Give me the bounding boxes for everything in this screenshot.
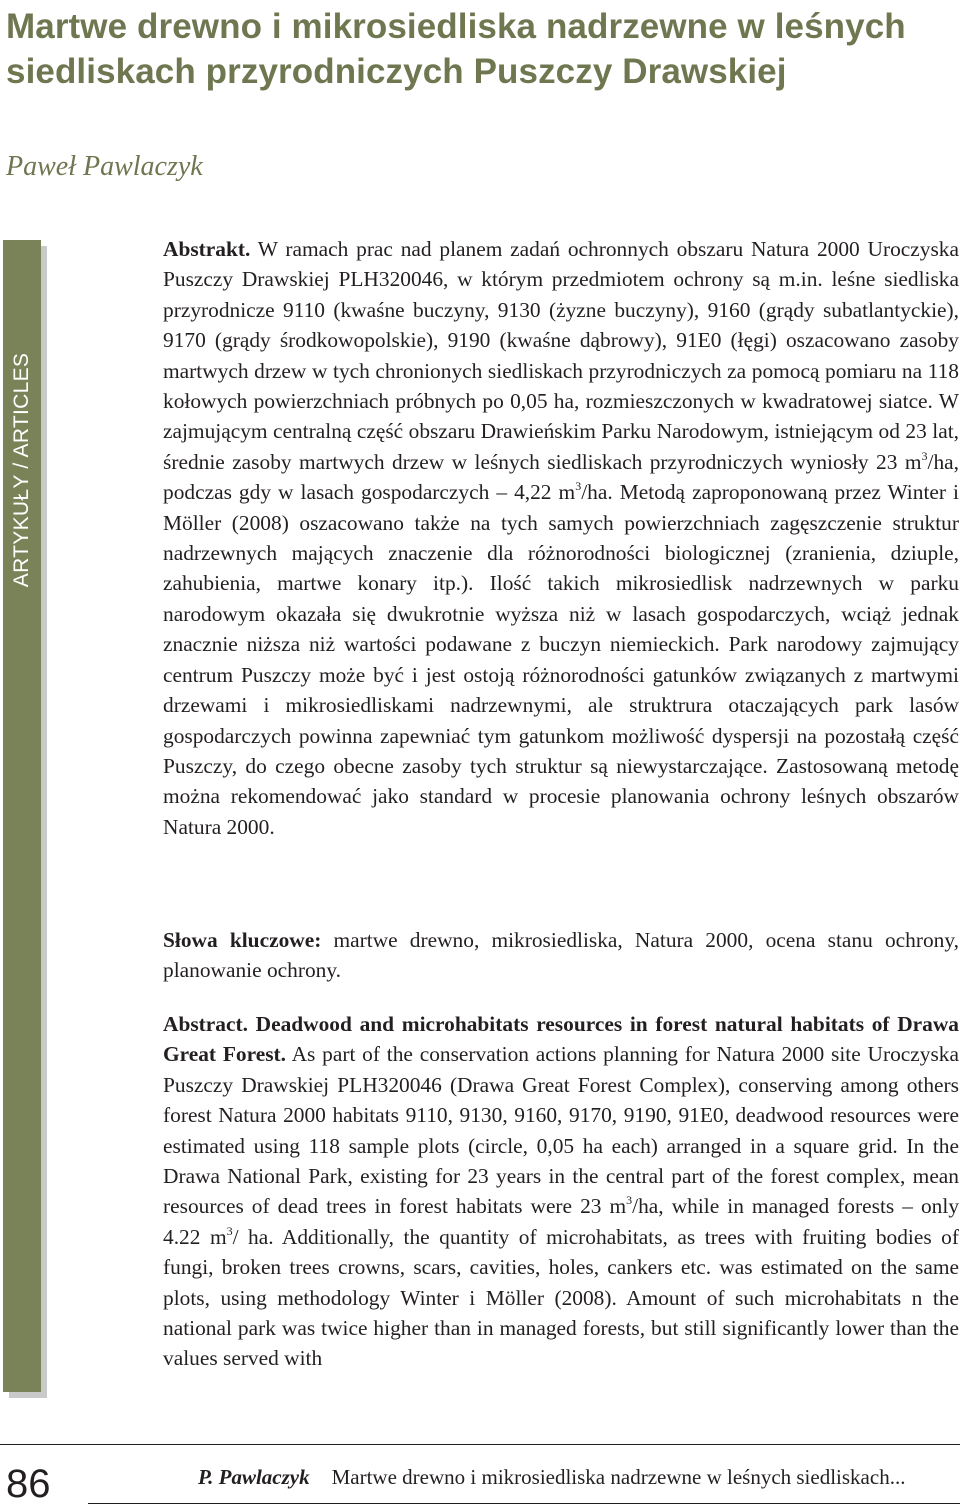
footer-rule: [0, 1444, 960, 1445]
article-title: Martwe drewno i mikrosiedliska nadrzewne w leśnych siedliskach przyrodniczych Puszczy Drawskiej: [6, 7, 906, 91]
abstract-pl-sup2: 3: [575, 479, 582, 494]
running-footer: [198, 1462, 905, 1492]
abstract-en: [163, 1009, 959, 1374]
abstract-pl-text1: W ramach prac nad planem zadań ochronnych obszaru Natura 2000 Uroczyska Puszczy Drawskiej PLH320046, w którym przedmiotem ochrony są m.in. leśne siedliska przyrodnicze 9110 (kwaśne buczyny, 9130 (żyzne buczyny), 9160 (grądy subatlantyckie), 9170 (grądy środkowopolskie), 9190 (kwaśne dąbrowy), 91E0 (łęgi) oszacowano zasoby martwych drzew w tych chronionych siedliskach przyrodniczych za pomocą pomiaru na 118 kołowych powierzchniach próbnych po 0,05 ha, rozmieszczonych w kwadratowej siatce. W zajmującym centralną część obszaru Drawieńskim Parku Narodowym, istniejącym od 23 lat, średnie zasoby martwych drzew w leśnych siedliskach przyrodniczych wyniosły 23 m: [163, 237, 959, 474]
page-number: 86: [6, 1462, 51, 1506]
author-name: Paweł Pawlaczyk: [6, 151, 203, 182]
abstract-pl: [163, 234, 959, 842]
keywords-text: martwe drewno, mikrosiedliska, Natura 2000, ocena stanu ochrony, planowanie ochrony.: [163, 928, 959, 983]
footer-running-title: Martwe drewno i mikrosiedliska nadrzewne w leśnych siedliskach...: [331, 1465, 906, 1489]
section-label: ARTYKUŁY / ARTICLES: [10, 352, 33, 588]
abstract-en-text3: / ha. Additionally, the quantity of microhabitats, as trees with fruiting bodies of fungi, broken trees crowns, scars, cavities, holes, cankers etc. was estimated on the same plots, using methodology Winter i Möller (2008). Amount of such microhabitats n the national park was twice higher than in managed forests, but still significantly lower than the values served with: [163, 1224, 960, 1371]
abstract-en-sup1: 3: [626, 1193, 633, 1208]
abstract-pl-text2: /ha, podczas gdy w lasach gospodarczych – 4,22 m: [163, 449, 959, 505]
abstract-en-sup2: 3: [226, 1223, 233, 1238]
footer-author: P. Pawlaczyk: [198, 1465, 310, 1489]
keywords: [163, 925, 959, 986]
abstract-pl-sup1: 3: [921, 448, 928, 463]
abstract-en-lead: Abstract. Deadwood and microhabitats resources in forest natural habitats of Drawa Great Forest.: [163, 1012, 959, 1067]
keywords-lead: Słowa kluczowe:: [163, 928, 322, 952]
abstract-pl-lead: Abstrakt.: [163, 237, 251, 261]
abstract-en-text2: /ha, while in managed forests – only 4.22 m: [163, 1194, 960, 1249]
footer-bottom-rule: [88, 1503, 960, 1504]
abstract-en-text1: As part of the conservation actions planning for Natura 2000 site Uroczyska Puszczy Drawskiej PLH320046 (Drawa Great Forest Complex), conserving among others forest Natura 2000 habitats 9110, 9130, 9160, 9170, 9190, 91E0, deadwood resources were estimated using 118 sample plots (circle, 0,05 ha each) arranged in a square grid. In the Drawa National Park, existing for 23 years in the central part of the forest complex, mean resources of dead trees in forest habitats were 23 m: [163, 1042, 959, 1219]
abstract-pl-text3: /ha. Metodą zaproponowaną przez Winter i Möller (2008) oszacowano także na tych samych powierzchniach zagęszczenie struktur nadrzewnych mających znaczenie dla różnorodności biologicznej (zranienia, dziuple, zahubienia, martwe konary itp.). Ilość takich mikrosiedlisk nadrzewnych w parku narodowym okazała się dwukrotnie wyższa niż w lasach gospodarczych, wciąż jednak znacznie niższa niż wartości podawane z buczyn niemieckich. Park narodowy zajmujący centrum Puszczy może być i jest ostoją różnorodności gatunków związanych z martwymi drzewami i mikrosiedliskami nadrzewnymi, ale struktrura otaczających park lasów gospodarczych powinna zapewniać tym gatunkom możliwość dyspersji na pozostałą część Puszczy, do czego obecne zasoby tych struktur są niewystarczające. Zastosowaną metodę można rekomendować jako standard w procesie planowania ochrony leśnych obszarów Natura 2000.: [163, 480, 959, 839]
